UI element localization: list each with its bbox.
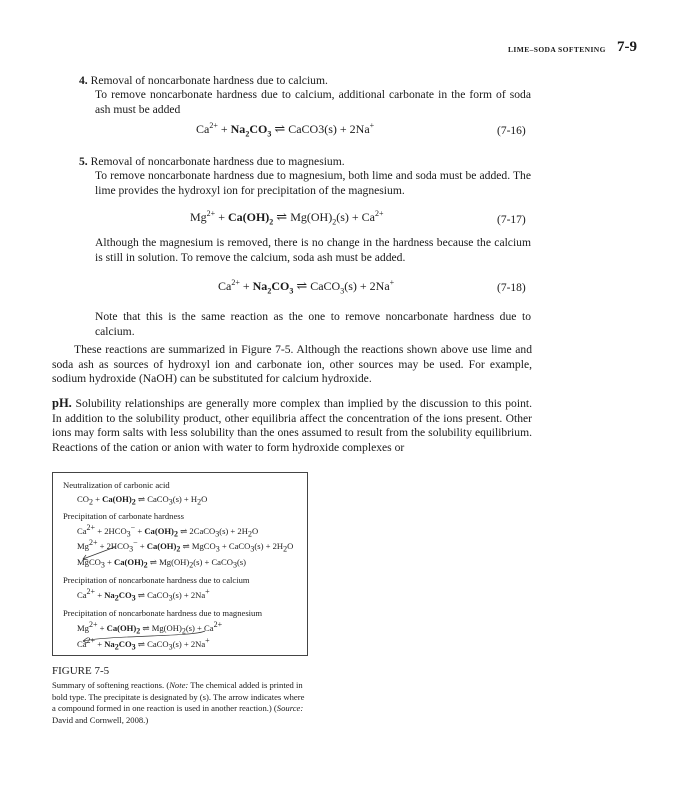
- figure-label: FIGURE 7-5: [52, 665, 110, 677]
- ph-lead: pH.: [52, 396, 72, 410]
- fig-section-title-3: Precipitation of noncarbonate hardness due to calcium: [63, 575, 250, 585]
- eq17-reactant-1-charge: 2+: [206, 209, 216, 218]
- item-5-text: To remove noncarbonate hardness due to magnesium, both lime and soda must be added. The lime provides the hydroxyl ion for precipitation of the magnesium.: [95, 169, 531, 197]
- eq17-product-2: Ca: [361, 210, 375, 224]
- equation-7-18: [218, 278, 394, 294]
- eq18-reactant-1-charge: 2+: [231, 278, 240, 287]
- fig-eq-carbonate-1: $Ca^{2+} + 2HCO_3^- + Ca(OH)_2$ ⇌ 2CaCO$_3$(s) + $2H_2O$: [77, 523, 259, 539]
- caption-note-label: Note:: [169, 680, 189, 690]
- item-4-title: Removal of noncarbonate hardness due to calcium.: [90, 74, 328, 87]
- equation-7-16: [196, 121, 374, 137]
- equation-7-17: [190, 209, 384, 225]
- eq17-product-1: $Mg(OH)_2(s)$: [290, 210, 349, 227]
- item-5-number: 5.: [79, 155, 88, 168]
- equation-number-7-17: (7-17): [497, 214, 526, 226]
- eq18-product-2: 2Na: [369, 279, 390, 293]
- fig-section-title-4: Precipitation of noncarbonate hardness due to magnesium: [63, 608, 263, 618]
- eq16-product-2-charge: +: [369, 121, 375, 130]
- eq16-product-2: 2Na: [349, 122, 370, 136]
- caption-source: David and Cornwell, 2008.): [52, 714, 149, 725]
- fig-eq-noncarbonate-calcium: $Ca^{2+} + Na_2CO_3$ ⇌ CaCO$_3$(s) + 2Na+: [77, 587, 210, 603]
- figure-7-5-box: [52, 472, 308, 656]
- eq16-reactant-2: $Na_2CO_3$: [230, 122, 272, 139]
- caption-source-label: Source:: [276, 703, 304, 713]
- item-5-heading: [79, 155, 345, 168]
- figure-caption: [52, 680, 306, 726]
- fig-eq-noncarbonate-magnesium-2: $Ca^{2+} + Na_2CO_3$ ⇌ CaCO$_3$(s) + 2Na+: [77, 636, 210, 652]
- eq16-plus-2: +: [339, 122, 347, 136]
- page-number: 7-9: [617, 39, 637, 55]
- eq17-product-2-charge: 2+: [375, 209, 384, 218]
- item-5-text-2: Although the magnesium is removed, there is no change in the hardness because the calcium is still in solution. To remove the calcium, soda ash must be added.: [95, 236, 531, 264]
- eq16-reactant-1-charge: 2+: [209, 121, 218, 130]
- ph-paragraph: [52, 396, 532, 455]
- fig-connector-arrows: [53, 473, 307, 655]
- eq16-equilibrium-arrow: ⇌: [274, 121, 286, 136]
- eq18-reactant-2: $Na_2CO_3$: [252, 279, 294, 296]
- eq16-reactant-1: Ca: [196, 122, 210, 136]
- eq17-equilibrium-arrow: ⇌: [276, 209, 288, 224]
- eq17-reactant-2: $Ca(OH)_2$: [227, 210, 274, 227]
- eq18-equilibrium-arrow: ⇌: [296, 278, 308, 293]
- eq18-plus: +: [242, 279, 250, 293]
- eq18-reactant-1: Ca: [218, 279, 232, 293]
- item-5-title: Removal of noncarbonate hardness due to magnesium.: [90, 155, 345, 168]
- ph-text: Solubility relationships are generally more complex than implied by the discussion to this point. In addition to the solubility product, other equilibria affect the concentration of the ions present. Other ions may form salts with less solubility than the ones assumed to result from the solubility equilibrium. Reactions of the cation or anion with water to form hydroxide complexes or: [52, 397, 532, 454]
- eq17-plus-2: +: [351, 210, 359, 224]
- fig-section-title-1: Neutralization of carbonic acid: [63, 480, 170, 490]
- eq17-reactant-1: Mg: [190, 210, 207, 224]
- item-4-heading: [79, 74, 328, 87]
- eq16-plus: +: [220, 122, 228, 136]
- eq16-product-1: CaCO3(s): [288, 122, 337, 136]
- fig-eq-carbonate-3: MgCO$_3$ + $Ca(OH)_2$ ⇌ $Mg(OH)_2(s)$ + CaCO$_3$(s): [77, 557, 247, 570]
- fig-eq-neutralization: $CO_2 + Ca(OH)_2$ ⇌ CaCO$_3$(s) + $H_2O$: [77, 494, 208, 507]
- running-title: LIME–SODA SOFTENING: [508, 45, 606, 54]
- eq18-plus-2: +: [359, 279, 367, 293]
- eq18-product-2-charge: +: [389, 278, 395, 287]
- item-4-text: To remove noncarbonate hardness due to calcium, additional carbonate in the form of soda ash must be added: [95, 88, 531, 116]
- eq18-product-1: CaCO$_3$(s): [310, 279, 357, 296]
- fig-section-title-2: Precipitation of carbonate hardness: [63, 511, 184, 521]
- eq17-plus: +: [218, 210, 225, 224]
- equation-number-7-18: (7-18): [497, 282, 526, 294]
- equation-number-7-16: (7-16): [497, 125, 526, 137]
- caption-pre: Summary of softening reactions. (: [52, 680, 170, 690]
- item-5-text-3: Note that this is the same reaction as the one to remove noncarbonate hardness due to calcium.: [95, 310, 531, 338]
- summary-paragraph: These reactions are summarized in Figure 7-5. Although the reactions shown above use lime and soda ash as sources of hydroxyl ion and carbonate ion, other sources may be used. For example, sodium hydroxide (NaOH) can be substituted for calcium hydroxide.: [52, 343, 532, 385]
- item-4-number: 4.: [79, 74, 88, 87]
- fig-eq-noncarbonate-magnesium-1: $Mg^{2+} + Ca(OH)_2$ ⇌ $Mg(OH)_2(s) + Ca^{2+}$: [77, 620, 223, 636]
- caption-main: The chemical added is printed in bold type. The precipitate is designated by (s). The arrow indicates where a compound formed in one reaction is used in another reaction.) (: [52, 680, 305, 713]
- fig-eq-carbonate-2: $Mg^{2+} + 2HCO_3^- + Ca(OH)_2$ ⇌ MgCO$_3$ + CaCO$_3$(s) + $2H_2O$: [77, 538, 294, 554]
